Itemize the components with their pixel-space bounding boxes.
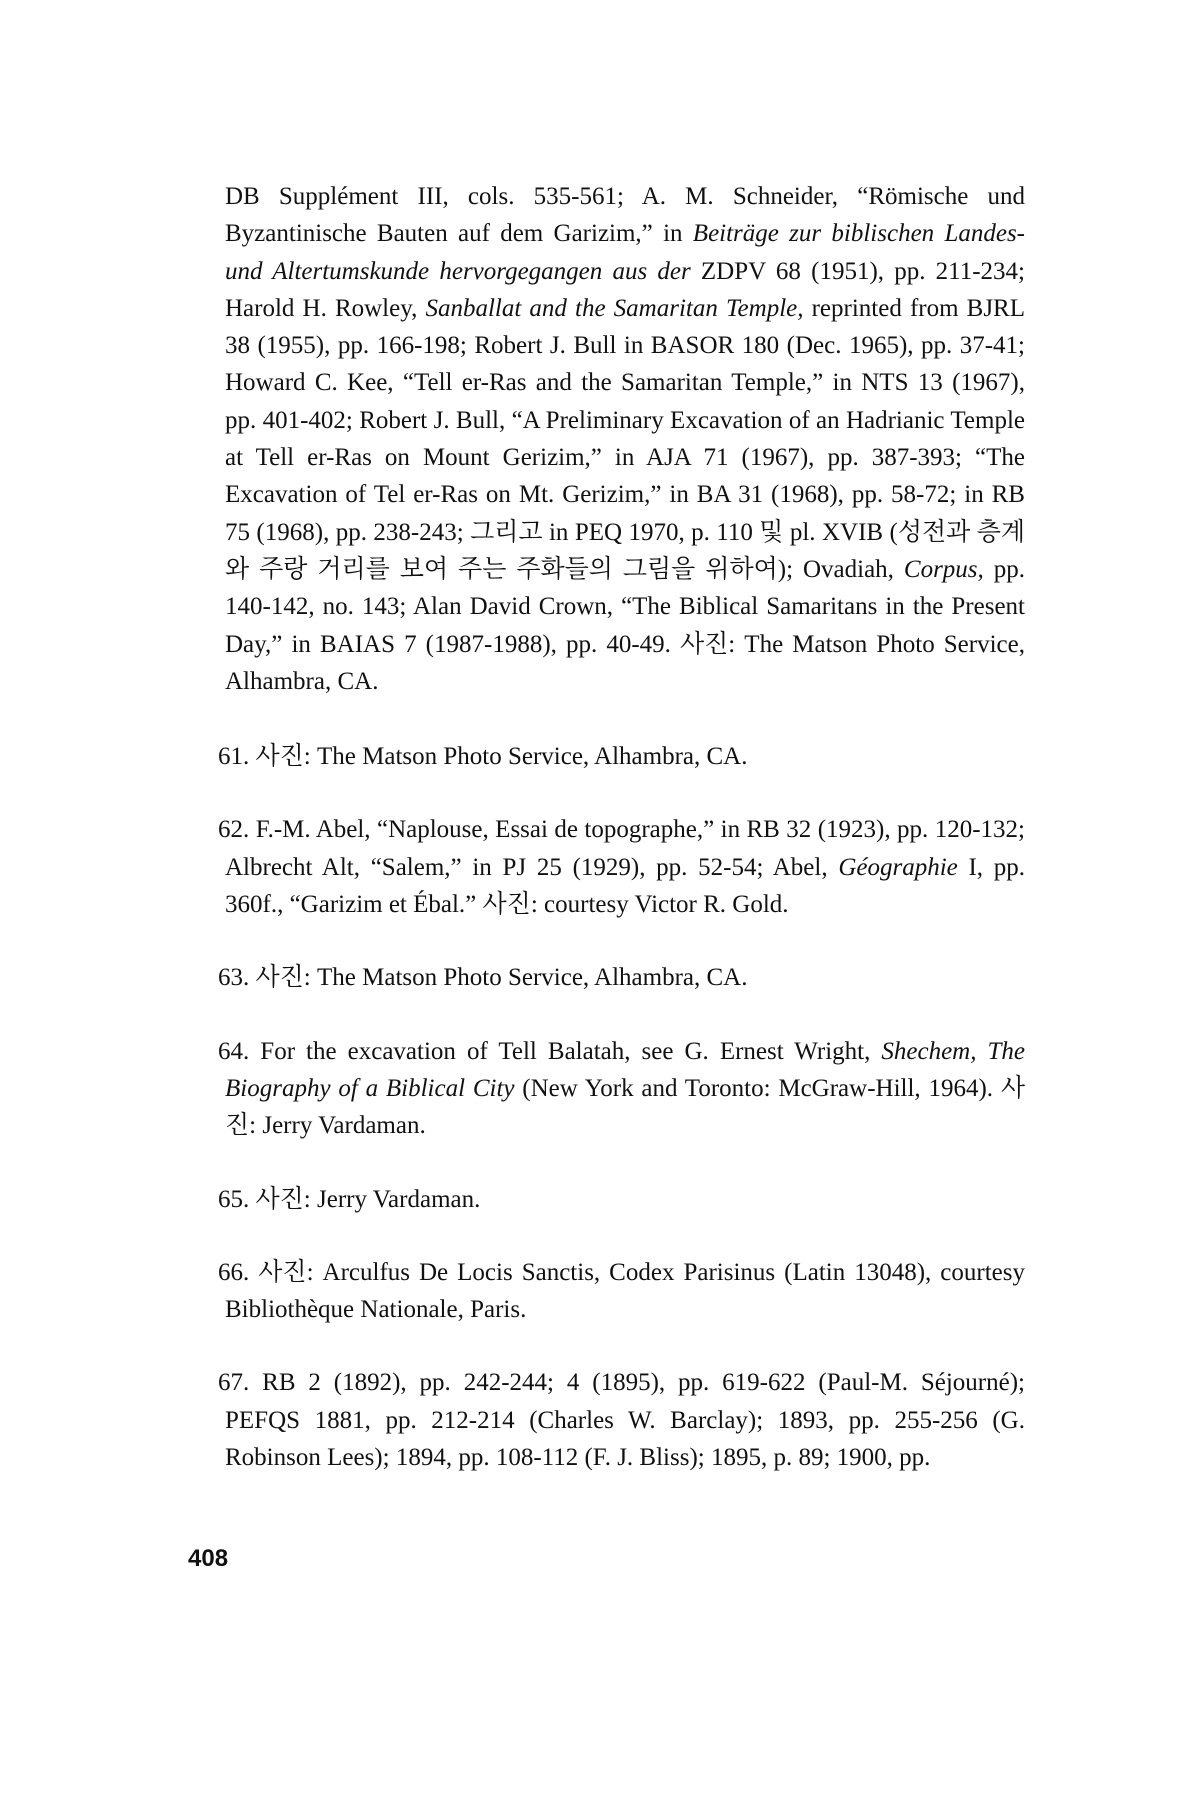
note-number: 62. [218,816,256,844]
page-number: 408 [188,1545,229,1572]
note-text: (New York and Toronto: McGraw-Hill, 1964). 사진: Jerry Vardaman. [225,1074,1025,1140]
italic-title: Sanballat and the Samaritan Temple, [425,294,804,322]
note-text: 사진: The Matson Photo Service, Alhambra, CA. [255,743,748,771]
note-text: pp. 140-142, no. 143; Alan David Crown, “The Biblical Samaritans in the Present Day,” in BAIAS 7 (1987-1988), pp. 40-49. 사진: The Matson Photo Service, Alhambra, CA. [225,555,1026,695]
note-number: 61. [218,743,256,771]
italic-title: Corpus, [903,555,984,583]
note-66 [218,1254,1025,1329]
note-text: F.-M. Abel, “Naplouse, Essai de topographe,” in RB 32 (1923), pp. 120-132; Albrecht Alt, “Salem,” in PJ 25 (1929), pp. 52-54; Abel, [225,816,1025,881]
note-64 [218,1033,1026,1145]
note-text: DB Supplément III, cols. 535-561; A. M. Schneider, “Römische und Byzantinische Bauten auf dem Garizim,” in [225,183,1025,248]
note-number: 63. [218,964,256,992]
note-number: 65. [218,1185,256,1213]
note-text: I, pp. 360f., “Garizim et Ébal.” 사진: courtesy Victor R. Gold. [225,853,1025,919]
italic-title: Shechem, The Biography of a Biblical City [225,1037,1026,1102]
note-number: 67. [218,1369,263,1397]
italic-title: Géographie [838,853,958,881]
note-number: 66. [218,1258,259,1286]
note-text: 사진: Jerry Vardaman. [255,1185,481,1213]
note-62 [218,811,1025,923]
note-text: 사진: The Matson Photo Service, Alhambra, CA. [255,964,748,992]
note-text: For the excavation of Tell Balatah, see G. Ernest Wright, [260,1037,882,1065]
note-text: ZDPV 68 (1951), pp. 211-234; Harold H. Rowley, [225,257,1025,322]
note-65 [218,1181,1025,1218]
italic-title: Beiträge zur biblischen Landes- und Altertumskunde hervorgegangen aus der [225,220,1025,285]
note-text: reprinted from BJRL 38 (1955), pp. 166-198; Robert J. Bull in BASOR 180 (Dec. 1965), pp. 37-41; Howard C. Kee, “Tell er-Ras and the Samaritan Temple,” in NTS 13 (1967), pp. 401-402; Robert J. Bull, “A Preliminary Excavation of an Hadrianic Temple at Tell er-Ras on Mount Gerizim,” in AJA 71 (1967), pp. 387-393; “The Excavation of Tel er-Ras on Mt. Gerizim,” in BA 31 (1968), pp. 58-72; in RB 75 (1968), pp. 238-243; 그리고 in PEQ 1970, p. 110 및 pl. XVIB (성전과 층계와 주랑 거리를 보여 주는 주화들의 그림을 위하여); Ovadiah, [225,294,1026,583]
note-61 [218,738,1025,775]
note-63 [218,959,1025,996]
note-continued [225,178,1025,700]
note-text: RB 2 (1892), pp. 242-244; 4 (1895), pp. 619-622 (Paul-M. Séjourné); PEFQS 1881, pp. 212-214 (Charles W. Barclay); 1893, pp. 255-256 (G. Robinson Lees); 1894, pp. 108-112 (F. J. Bliss); 1895, p. 89; 1900, pp. [225,1369,1025,1472]
note-67 [218,1364,1025,1476]
note-text: 사진: Arculfus De Locis Sanctis, Codex Parisinus (Latin 13048), courtesy Bibliothèque Nationale, Paris. [225,1258,1025,1324]
endnotes [218,178,1026,1512]
note-number: 64. [218,1037,261,1065]
